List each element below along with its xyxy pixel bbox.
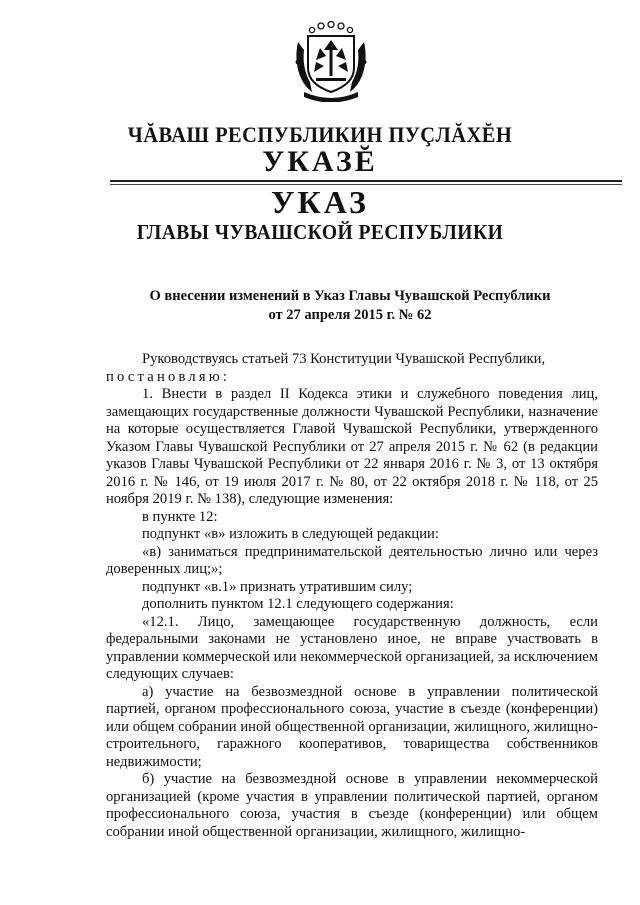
title-line-2: от 27 апреля 2015 г. № 62	[268, 307, 432, 323]
russian-decree-title: УКАЗ	[271, 184, 369, 220]
paragraph-12-1-a: а) участие на безвозмездной основе в управлении политической партией, органом профессионального союза, участие в съезде (конференции) или общем собрании иной общественной организации, жилищного, жилищно-строительного, гаражного кооперативов, товарищества собственников недвижимости;	[106, 683, 598, 770]
chuvash-header-line: ЧĂВАШ РЕСПУБЛИКИН ПУÇЛĂХĔН	[127, 122, 513, 147]
paragraph-item-12: в пункте 12:	[142, 508, 218, 525]
title-line-1: О внесении изменений в Указ Главы Чувашской Республики	[149, 288, 551, 304]
paragraph-subitem-v1: подпункт «в.1» признать утратившим силу;	[142, 578, 413, 595]
coat-of-arms-emblem	[294, 20, 368, 102]
paragraph-subitem-v-text: «в) заниматься предпринимательской деятельностью лично или через доверенных лиц;»;	[106, 543, 598, 577]
paragraph-12-1: «12.1. Лицо, замещающее государственную должность, если федеральными законами не установлено иное, не вправе участвовать в управлении коммерческой или некоммерческой организацией, за исключением следующих случаев:	[106, 613, 598, 682]
decree-word: постановляю:	[106, 368, 231, 385]
paragraph-add-12-1: дополнить пунктом 12.1 следующего содержания:	[142, 596, 454, 612]
decree-subject-title	[120, 287, 580, 325]
header-divider-thick	[110, 180, 622, 182]
paragraph-12-1-b: б) участие на безвозмездной основе в управлении некоммерческой организацией (кроме участия в управлении политической партией, органом профессионального союза, участия в съезде (конференции) или общем собрании иной общественной организации, жилищного, жилищно-	[106, 771, 598, 840]
decree-body	[106, 351, 598, 841]
russian-header-line: ГЛАВЫ ЧУВАШСКОЙ РЕСПУБЛИКИ	[136, 220, 504, 244]
intro-paragraph: Руководствуясь статьей 73 Конституции Чувашской Республики,	[142, 351, 546, 367]
chuvash-decree-title: УКАЗĔ	[262, 145, 378, 178]
paragraph-subitem-v: подпункт «в» изложить в следующей редакции:	[142, 526, 439, 542]
paragraph-1: 1. Внести в раздел II Кодекса этики и служебного поведения лиц, замещающих государственные должности Чувашской Республики, назначение на которые осуществляется Главой Чувашской Республики, утвержденного Указом Главы Чувашской Республики от 27 апреля 2015 г. № 62 (в редакции указов Главы Чувашской Республики от 22 января 2016 г. № 3, от 13 октября 2016 г. № 146, от 19 июля 2017 г. № 80, от 22 октября 2018 г. № 118, от 25 ноября 2019 г. № 138), следующие изменения:	[106, 386, 598, 507]
